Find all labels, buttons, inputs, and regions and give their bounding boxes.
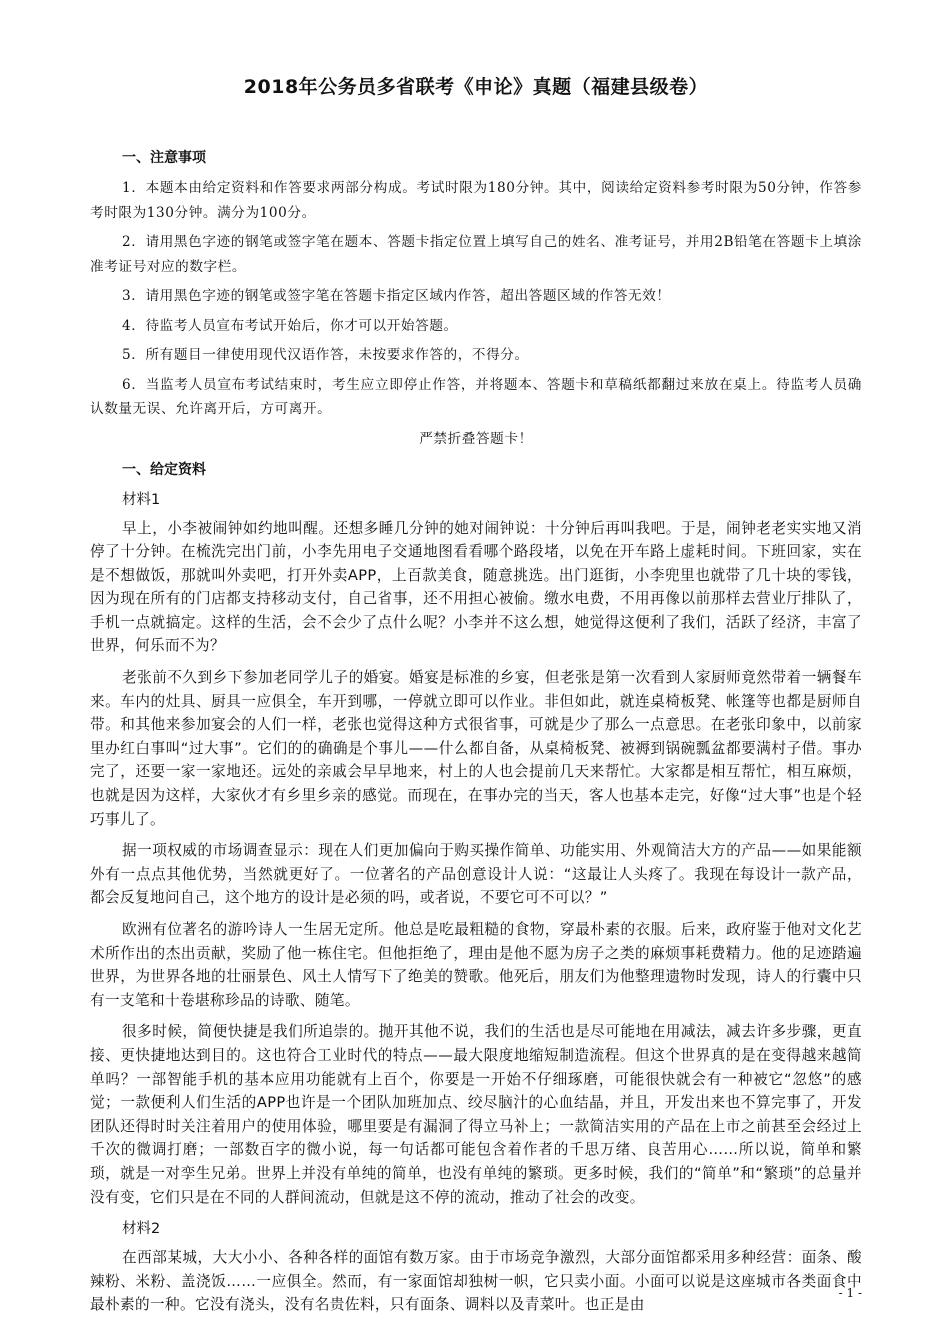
notice-item: 2．请用黑色字迹的钢笔或签字笔在题本、答题卡指定位置上填写自己的姓名、准考证号，并用2B铅笔在答题卡上填涂准考证号对应的数字栏。 xyxy=(90,234,862,275)
notice-item: 1．本题本由给定资料和作答要求两部分构成。考试时限为180分钟。其中，阅读给定资料参考时限为50分钟，作答参考时限为130分钟。满分为100分。 xyxy=(90,180,862,221)
document-page xyxy=(90,72,862,1325)
notice-item: 6．当监考人员宣布考试结束时，考生应立即停止作答，并将题本、答题卡和草稿纸都翻过来放在桌上。待监考人员确认数量无误、允许离开后，方可离开。 xyxy=(90,376,862,417)
notice-item: 5．所有题目一律使用现代汉语作答，未按要求作答的，不得分。 xyxy=(122,347,529,363)
material-paragraph: 在西部某城，大大小小、各种各样的面馆有数万家。由于市场竞争激烈，大部分面馆都采用多种经营：面条、酸辣粉、米粉、盖浇饭……一应俱全。然而，有一家面馆却独树一帜，它只卖小面。小面可以说是这座城市各类面食中最朴素的一种。它没有浇头，没有名贵佐料，只有面条、调料以及青菜叶。也正是由 xyxy=(90,1249,862,1314)
page-title: 2018年公务员多省联考《申论》真题（福建县级卷） xyxy=(243,76,709,98)
notice-heading: 一、注意事项 xyxy=(122,150,206,166)
notice-item: 4．待监考人员宣布考试开始后，你才可以开始答题。 xyxy=(122,317,458,334)
material-paragraph: 据一项权威的市场调查显示：现在人们更加偏向于购买操作简单、功能实用、外观简洁大方的产品——如果能额外有一点点其他优势，当然就更好了。一位著名的产品创意设计人说：“这最让人头疼了。我现在每设计一款产品，都会反复地问自己，这个地方的设计是必须的吗，或者说，不要它可不可以？” xyxy=(90,842,862,907)
material-paragraph: 早上，小李被闹钟如约地叫醒。还想多睡几分钟的她对闹钟说：十分钟后再叫我吧。于是，闹钟老老实实地又消停了十分钟。在梳洗完出门前，小李先用电子交通地图看看哪个路段堵，以免在开车路上虚耗时间。下班回家，实在是不想做饭，那就叫外卖吧，打开外卖APP，上百款美食，随意挑选。出门逛街，小李兜里也就带了几十块的零钱，因为现在所有的门店都支持移动支付，自己省事，还不用担心被偷。缴水电费，不用再像以前那样去营业厅排队了，手机一点就搞定。这样的生活，会不会少了点什么呢？小李并不这么想，她觉得这便利了我们，活跃了经济，丰富了世界，何乐而不为？ xyxy=(90,519,862,655)
material-paragraph: 老张前不久到乡下参加老同学儿子的婚宴。婚宴是标准的乡宴，但老张是第一次看到人家厨师竟然带着一辆餐车来。车内的灶具、厨具一应俱全，车开到哪，一停就立即可以作业。非但如此，就连桌椅板凳、帐篷等也都是厨师自带。和其他来参加宴会的人们一样，老张也觉得这种方式很省事，可就是少了那么一点意思。在老张印象中，以前家里办红白事叫“过大事”。它们的的确确是个事儿——什么都自备，从桌椅板凳、被褥到锅碗瓢盆都要满村子借。事办完了，还要一家一家地还。远处的亲戚会早早地来，村上的人也会提前几天来帮忙。大家都是相互帮忙，相互麻烦，也就是因为这样，大家伙才有乡里乡亲的感觉。而现在，在事办完的当天，客人也基本走完，好像“过大事”也是个轻巧事儿了。 xyxy=(90,669,862,828)
fold-warning: 严禁折叠答题卡！ xyxy=(419,430,533,447)
material-1-heading: 材料1 xyxy=(122,491,161,508)
notice-item: 3．请用黑色字迹的钢笔或签字笔在答题卡指定区域内作答，超出答题区域的作答无效！ xyxy=(122,288,671,304)
materials-heading: 一、给定资料 xyxy=(122,461,206,478)
material-paragraph: 欧洲有位著名的游吟诗人一生居无定所。他总是吃最粗糙的食物，穿最朴素的衣服。后来，政府鉴于他对文化艺术所作出的杰出贡献，奖励了他一栋住宅。但他拒绝了，理由是他不愿为房子之类的麻烦事耗费精力。他的足迹踏遍世界，为世界各地的壮丽景色、风土人情写下了绝美的赞歌。他死后，朋友们为他整理遗物时发现，诗人的行囊中只有一支笔和十卷堪称珍品的诗歌、随笔。 xyxy=(90,921,862,1009)
material-paragraph: 很多时候，简便快捷是我们所追崇的。抛开其他不说，我们的生活也是尽可能地在用减法，减去许多步骤，更直接、更快捷地达到目的。这也符合工业时代的特点——最大限度地缩短制造流程。但这个世界真的是在变得越来越简单吗？一部智能手机的基本应用功能就有上百个，你要是一开始不仔细琢磨，可能很快就会有一种被它“忽悠”的感觉；一款便利人们生活的APP也许是一个团队加班加点、绞尽脑汁的心血结晶，并且，开发出来也不算完事了，开发团队还得时时关注着用户的使用体验，哪里要是有漏洞了得立马补上；一款简洁实用的产品在上市之前甚至会经过上千次的微调打磨；一部数百字的微小说，每一句话都可能包含着作者的千思万绪、良苦用心……所以说，简单和繁琐，就是一对孪生兄弟。世界上并没有单纯的简单，也没有单纯的繁琐。更多时候，我们的“简单”和“繁琐”的总量并没有变，它们只是在不同的人群间流动，但就是这不停的流动，推动了社会的改变。 xyxy=(90,1023,862,1206)
page-number: - 1 - xyxy=(838,1286,862,1300)
material-2-heading: 材料2 xyxy=(122,1221,161,1238)
